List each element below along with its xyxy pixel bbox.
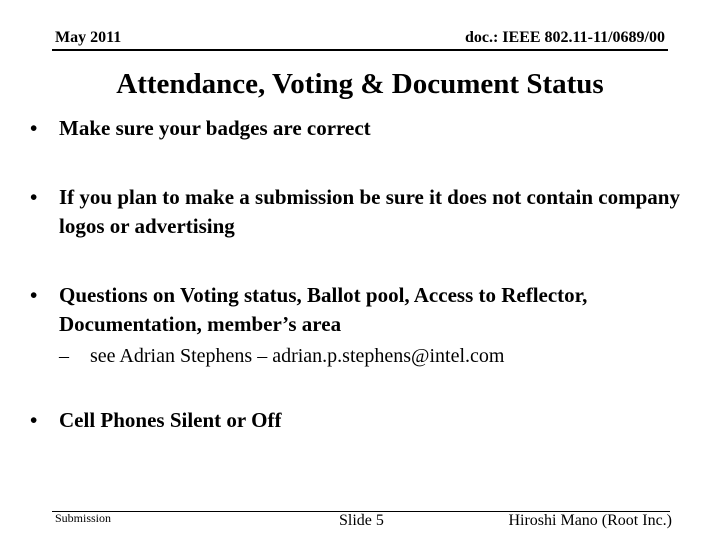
bullet-item	[30, 183, 690, 241]
bullet-marker: •	[30, 185, 38, 209]
header-rule	[52, 49, 668, 51]
bullet-item	[30, 114, 690, 143]
sub-bullet-marker: –	[59, 345, 69, 367]
slide-title: Attendance, Voting & Document Status	[116, 68, 604, 100]
bullet-marker: •	[30, 408, 38, 432]
bullet-marker: •	[30, 283, 38, 307]
bullet-text: Questions on Voting status, Ballot pool, Access to Reflector, Documentation, member’s area	[59, 283, 588, 336]
footer-author: Hiroshi Mano (Root Inc.)	[508, 512, 672, 529]
sub-bullet-item	[59, 341, 690, 371]
header-doc-id: doc.: IEEE 802.11-11/0689/00	[464, 29, 665, 46]
bullet-item	[30, 281, 690, 371]
footer-slide-number: Slide 5	[339, 512, 384, 529]
bullet-list	[30, 114, 690, 435]
bullet-text: If you plan to make a submission be sure it does not contain company logos or advertising	[59, 185, 680, 238]
bullet-item	[30, 406, 690, 435]
sub-bullet-text: see Adrian Stephens – adrian.p.stephens@intel.com	[90, 345, 505, 367]
footer-submission: Submission	[55, 511, 112, 525]
bullet-marker: •	[30, 116, 38, 140]
bullet-text: Make sure your badges are correct	[59, 116, 371, 140]
bullet-text: Cell Phones Silent or Off	[59, 408, 282, 432]
header-date: May 2011	[55, 29, 122, 46]
